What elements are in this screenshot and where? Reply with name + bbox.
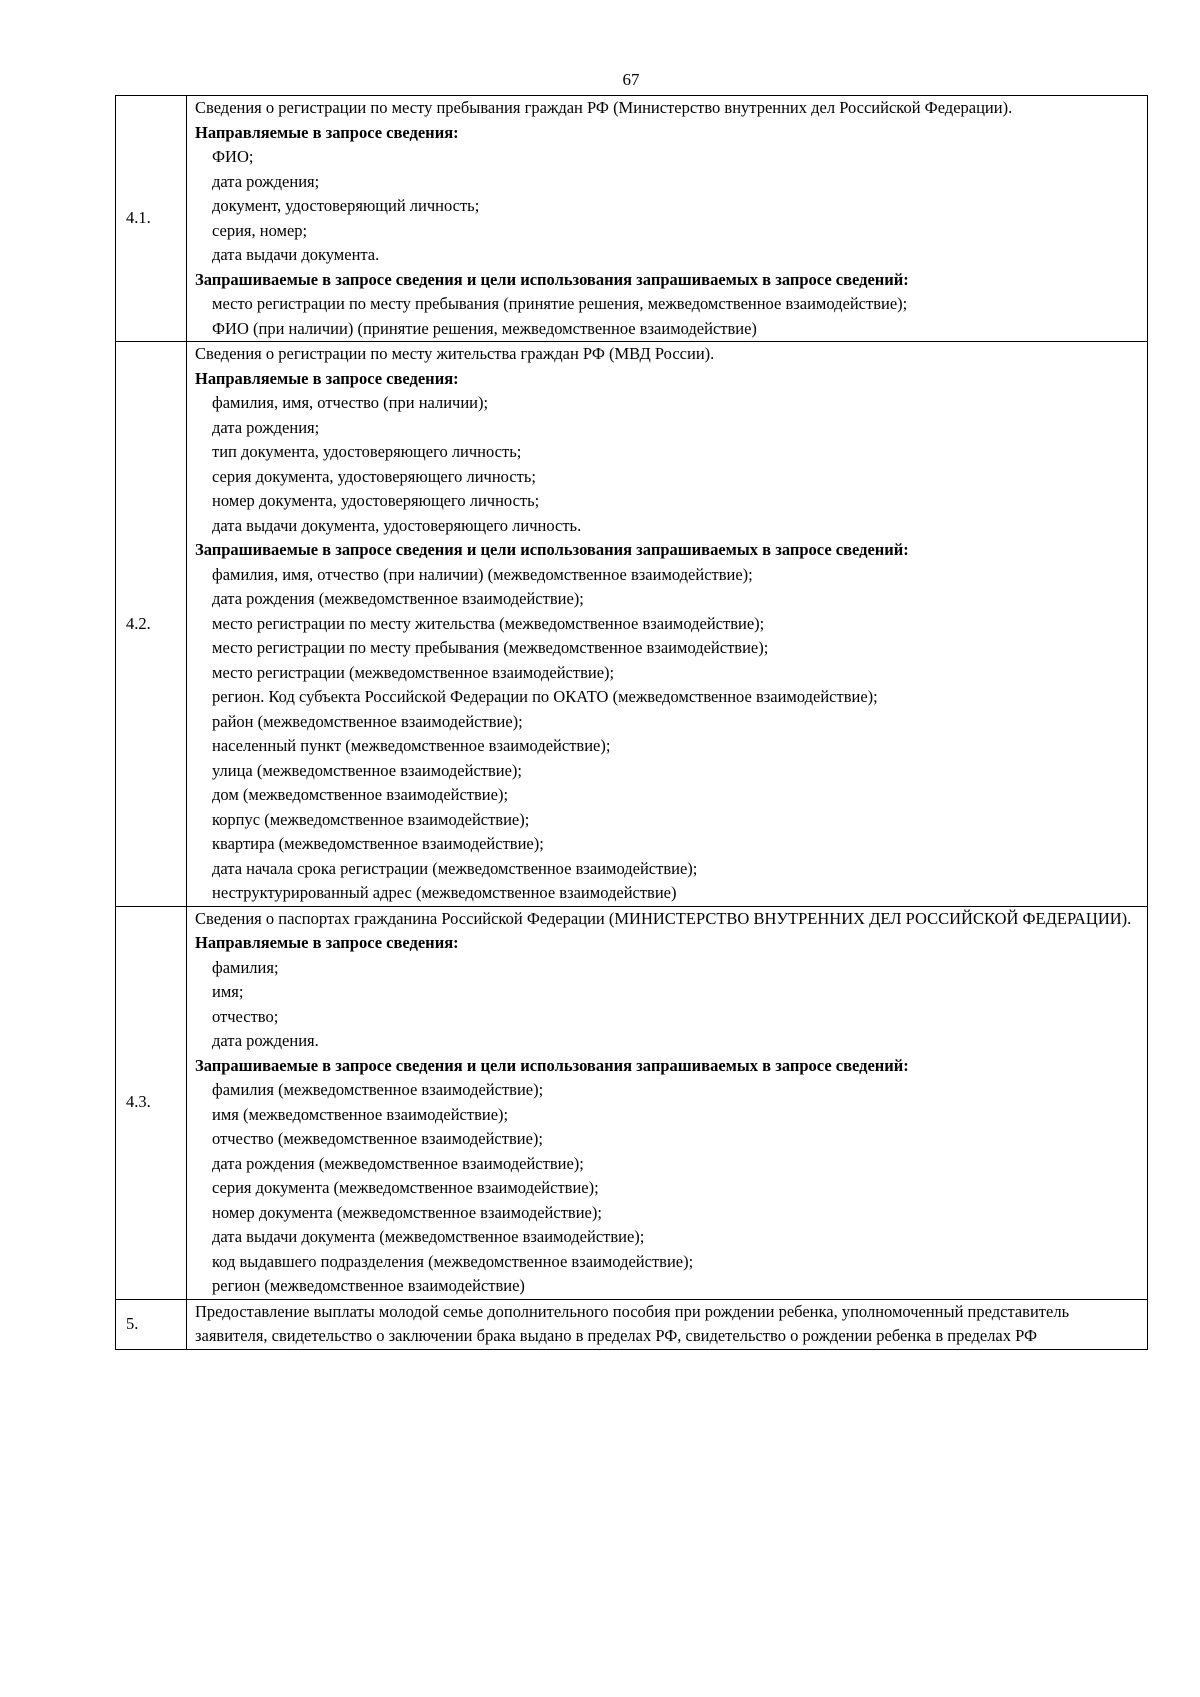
table-row bbox=[116, 906, 1148, 1299]
list-item: дом (межведомственное взаимодействие); bbox=[212, 785, 509, 804]
list-item: дата рождения; bbox=[212, 417, 320, 437]
list-item: населенный пункт (межведомственное взаимодействие); bbox=[212, 736, 611, 755]
list-item: номер документа (межведомственное взаимодействие); bbox=[212, 1202, 602, 1222]
list-item: неструктурированный адрес (межведомственное взаимодействие) bbox=[212, 883, 677, 902]
list-item: регион (межведомственное взаимодействие) bbox=[212, 1276, 525, 1295]
row-number: 5. bbox=[116, 1299, 187, 1349]
list-item: номер документа, удостоверяющего личность; bbox=[212, 491, 540, 510]
list-item: улица (межведомственное взаимодействие); bbox=[212, 760, 522, 780]
requirements-table bbox=[115, 95, 1148, 1350]
row-content bbox=[187, 96, 1148, 342]
list-item: дата рождения (межведомственное взаимодействие); bbox=[212, 1153, 584, 1173]
row-description: Сведения о регистрации по месту жительства граждан РФ (МВД России). bbox=[195, 344, 715, 363]
row-number: 4.3. bbox=[116, 906, 187, 1299]
list-item: отчество; bbox=[212, 1006, 279, 1026]
list-item: место регистрации по месту пребывания (межведомственное взаимодействие); bbox=[212, 638, 769, 657]
section-heading: Направляемые в запросе сведения: bbox=[195, 122, 459, 142]
table-row bbox=[116, 1299, 1148, 1349]
list-item: место регистрации по месту жительства (межведомственное взаимодействие); bbox=[212, 613, 765, 633]
list-item: отчество (межведомственное взаимодействие); bbox=[212, 1129, 543, 1148]
row-description: Предоставление выплаты молодой семье дополнительного пособия при рождении ребенка, уполномоченный представитель заявителя, свидетельство о заключении брака выдано в пределах РФ, свидетельство о рождении ребенка в пределах РФ bbox=[195, 1301, 1070, 1345]
row-content bbox=[187, 906, 1148, 1299]
list-item: квартира (межведомственное взаимодействие); bbox=[212, 834, 544, 853]
list-item: дата рождения (межведомственное взаимодействие); bbox=[212, 589, 584, 608]
section-heading: Направляемые в запросе сведения: bbox=[195, 933, 459, 952]
list-item: место регистрации (межведомственное взаимодействие); bbox=[212, 662, 615, 682]
list-item: серия документа (межведомственное взаимодействие); bbox=[212, 1178, 599, 1197]
section-heading: Запрашиваемые в запросе сведения и цели использования запрашиваемых в запросе сведений: bbox=[195, 1055, 909, 1075]
list-item: имя; bbox=[212, 982, 244, 1001]
table-body bbox=[116, 96, 1148, 1350]
section-heading: Запрашиваемые в запросе сведения и цели использования запрашиваемых в запросе сведений: bbox=[195, 269, 909, 289]
page-number: 67 bbox=[622, 70, 640, 89]
list-item: район (межведомственное взаимодействие); bbox=[212, 711, 523, 731]
table-row bbox=[116, 342, 1148, 907]
list-item: ФИО; bbox=[212, 147, 254, 166]
row-content bbox=[187, 342, 1148, 907]
list-item: дата выдачи документа, удостоверяющего личность. bbox=[212, 515, 582, 535]
row-number: 4.2. bbox=[116, 342, 187, 907]
list-item: документ, удостоверяющий личность; bbox=[212, 196, 480, 215]
list-item: фамилия, имя, отчество (при наличии) (межведомственное взаимодействие); bbox=[212, 564, 753, 584]
row-description: Сведения о регистрации по месту пребывания граждан РФ (Министерство внутренних дел Российской Федерации). bbox=[195, 98, 1013, 117]
section-heading: Запрашиваемые в запросе сведения и цели использования запрашиваемых в запросе сведений: bbox=[195, 540, 909, 559]
list-item: серия документа, удостоверяющего личность; bbox=[212, 466, 536, 486]
list-item: дата выдачи документа. bbox=[212, 245, 380, 264]
list-item: дата начала срока регистрации (межведомственное взаимодействие); bbox=[212, 858, 698, 878]
section-heading: Направляемые в запросе сведения: bbox=[195, 368, 459, 388]
list-item: имя (межведомственное взаимодействие); bbox=[212, 1104, 509, 1124]
row-content bbox=[187, 1299, 1148, 1349]
list-item: тип документа, удостоверяющего личность; bbox=[212, 442, 522, 461]
list-item: ФИО (при наличии) (принятие решения, межведомственное взаимодействие) bbox=[212, 318, 757, 338]
list-item: фамилия; bbox=[212, 957, 279, 977]
list-item: серия, номер; bbox=[212, 220, 308, 240]
list-item: фамилия (межведомственное взаимодействие); bbox=[212, 1080, 544, 1099]
list-item: регион. Код субъекта Российской Федерации по ОКАТО (межведомственное взаимодействие); bbox=[212, 687, 878, 706]
row-description: Сведения о паспортах гражданина Российской Федерации (МИНИСТЕРСТВО ВНУТРЕННИХ ДЕЛ РОССИЙСКОЙ ФЕДЕРАЦИИ). bbox=[195, 908, 1132, 928]
list-item: дата рождения. bbox=[212, 1031, 319, 1050]
list-item: место регистрации по месту пребывания (принятие решения, межведомственное взаимодействие); bbox=[212, 294, 908, 313]
table-row bbox=[116, 96, 1148, 342]
list-item: дата выдачи документа (межведомственное взаимодействие); bbox=[212, 1227, 645, 1246]
list-item: дата рождения; bbox=[212, 171, 320, 191]
row-number: 4.1. bbox=[116, 96, 187, 342]
list-item: фамилия, имя, отчество (при наличии); bbox=[212, 393, 489, 412]
list-item: код выдавшего подразделения (межведомственное взаимодействие); bbox=[212, 1251, 694, 1271]
list-item: корпус (межведомственное взаимодействие); bbox=[212, 809, 530, 829]
